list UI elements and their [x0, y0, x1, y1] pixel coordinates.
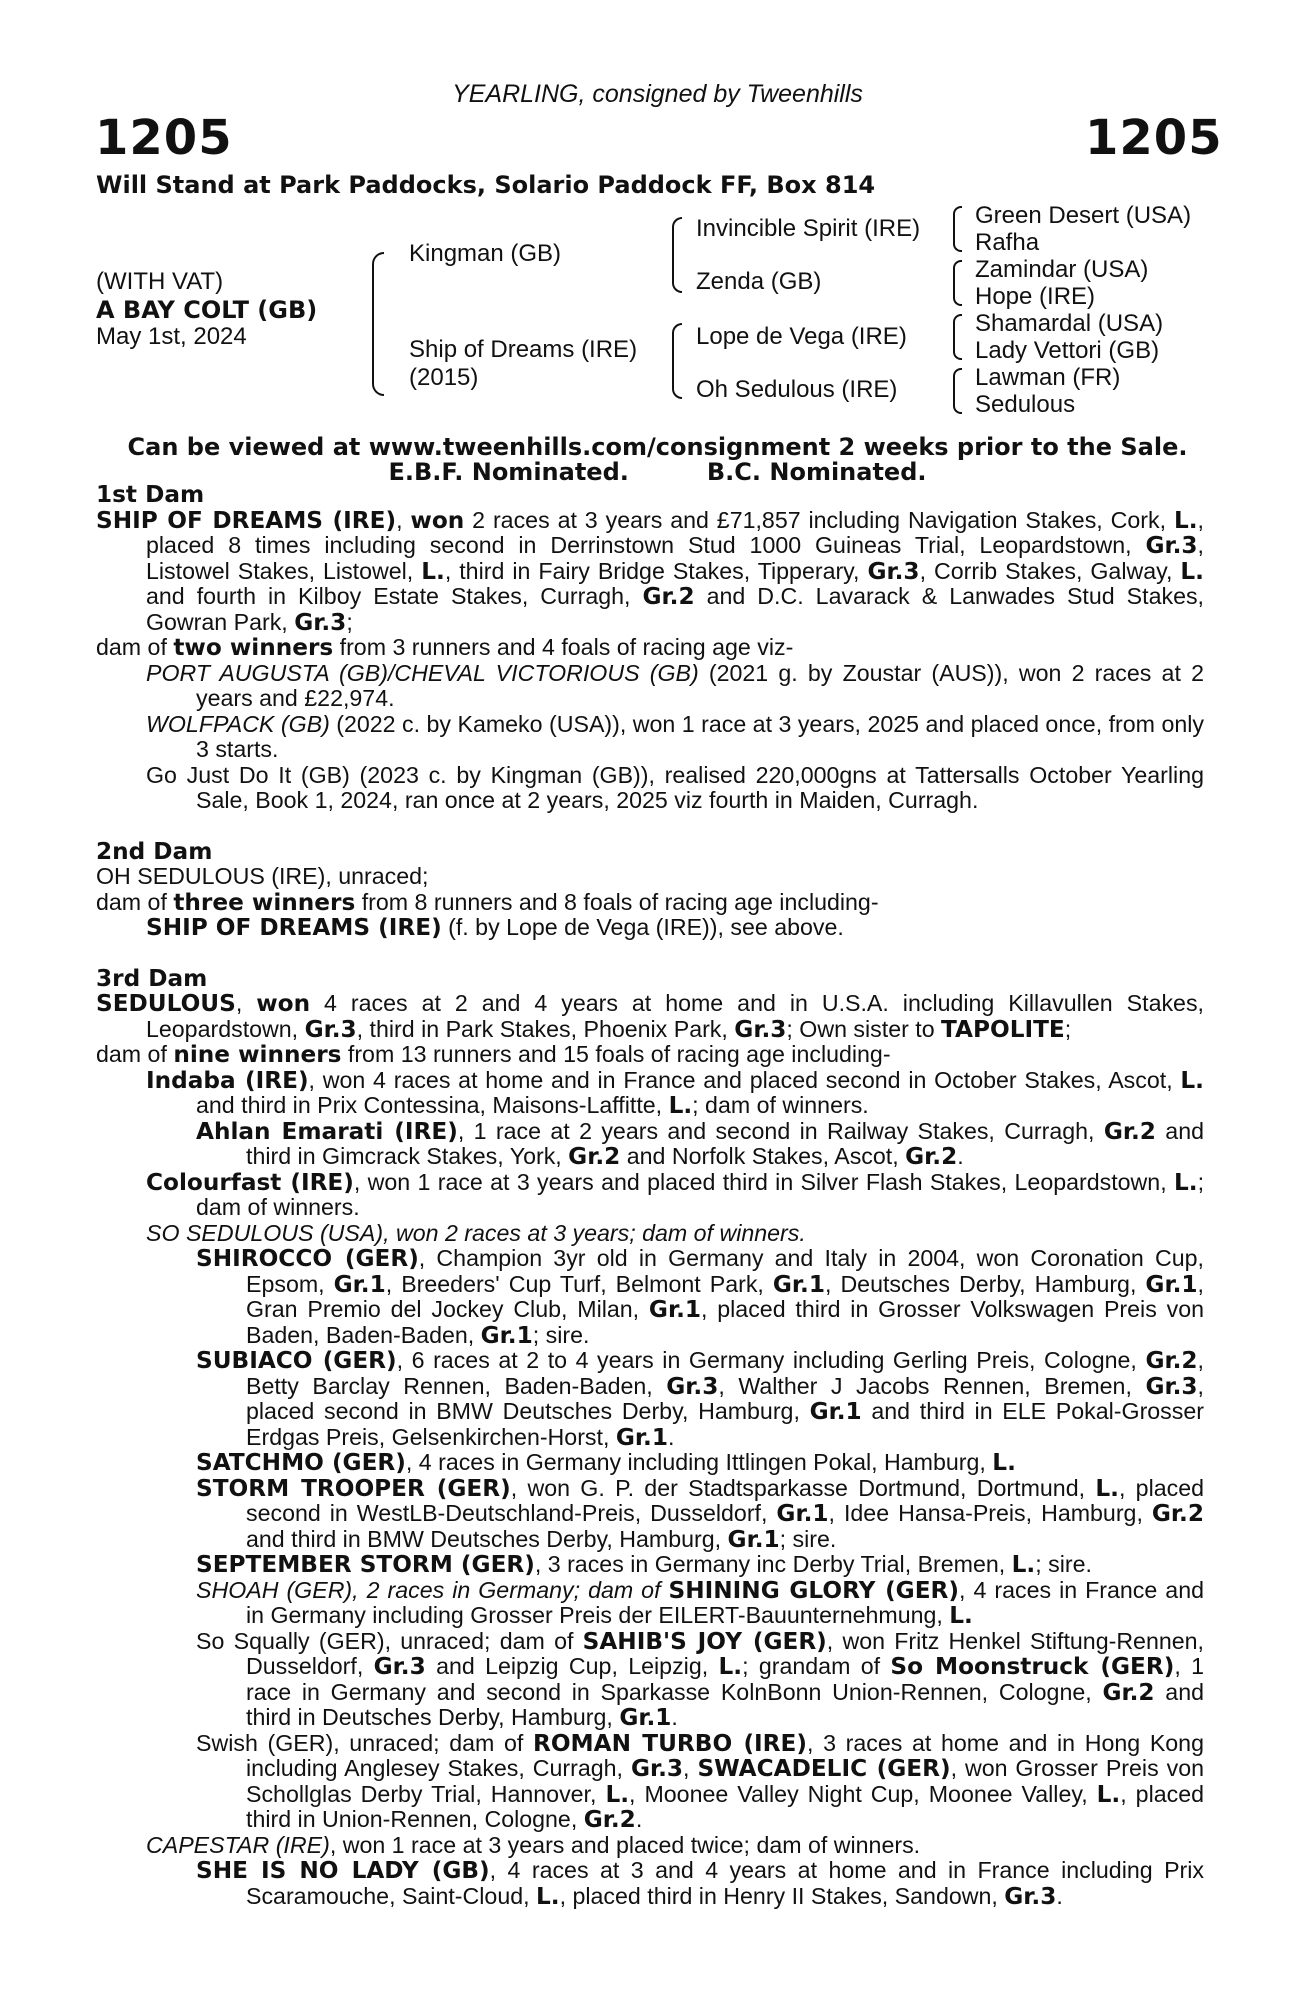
foaling-date: May 1st, 2024 [96, 323, 247, 350]
produce-storm-trooper: STORM TROOPER (GER), won G. P. der Stadtsparkasse Dortmund, Dortmund, L., placed second in WestLB-Deutschland-Preis, Dusseldorf, Gr.1, Idee Hansa-Preis, Hamburg, Gr.2 and third in BMW Deutsches Derby, Hamburg, Gr.1; sire. [196, 1474, 1205, 1553]
grand-2: Rafha [975, 229, 1040, 256]
produce-september-storm: SEPTEMBER STORM (GER), 3 races in Germany inc Derby Trial, Bremen, L.; sire. [196, 1551, 1092, 1578]
viewing-note: Can be viewed at www.tweenhills.com/consignment 2 weeks prior to the Sale. [127, 433, 1188, 461]
sire-dam: Zenda (GB) [696, 268, 822, 295]
stand-location: Will Stand at Park Paddocks, Solario Paddock FF, Box 814 [96, 171, 876, 199]
produce-she-is-no-lady: SHE IS NO LADY (GB), 4 races at 3 and 4 years at home and in France including Prix Scaramouche, Saint-Cloud, L., placed third in Henry II Stakes, Sandown, Gr.3. [196, 1857, 1205, 1910]
produce-colourfast: Colourfast (IRE), won 1 race at 3 years and placed third in Silver Flash Stakes, Leopardstown, L.; dam of winners. [146, 1168, 1205, 1220]
dam-year: (2015) [409, 364, 479, 391]
consignment-line: YEARLING, consigned by Tweenhills [452, 80, 863, 108]
produce-satchmo: SATCHMO (GER), 4 races in Germany including Ittlingen Pokal, Hamburg, L. [196, 1449, 1016, 1476]
produce-shoah: SHOAH (GER), 2 races in Germany; dam of SHINING GLORY (GER), 4 races in France and in Germany including Grosser Preis der EILERT-Bauunternehmung, L. [196, 1576, 1204, 1629]
third-dam-heading: 3rd Dam [96, 964, 208, 992]
lot-number-left: 1205 [95, 110, 233, 166]
dam-sire: Lope de Vega (IRE) [696, 323, 907, 350]
produce-ahlan-emarati: Ahlan Emarati (IRE), 1 race at 2 years and second in Railway Stakes, Curragh, Gr.2 and third in Gimcrack Stakes, York, Gr.2 and Norfolk Stakes, Ascot, Gr.2. [196, 1117, 1204, 1170]
ebf-nomination: E.B.F. Nominated. [388, 458, 629, 486]
grand-3: Zamindar (USA) [975, 256, 1149, 283]
first-dam-heading: 1st Dam [96, 481, 205, 508]
pedigree-bracket-g1 [953, 206, 962, 252]
lot-number-right: 1205 [1085, 110, 1223, 166]
first-dam-produce-summary: dam of two winners from 3 runners and 4 foals of racing age viz- [96, 634, 794, 661]
horse-name: A BAY COLT (GB) [96, 296, 318, 324]
grand-4: Hope (IRE) [975, 283, 1096, 310]
produce-so-squally: So Squally (GER), unraced; dam of SAHIB'S JOY (GER), won Fritz Henkel Stiftung-Rennen, Dusseldorf, Gr.3 and Leipzig Cup, Leipzig, L.; grandam of So Moonstruck (GER), 1 race in Germany and second in Sparkasse KolnBonn Union-Rennen, Cologne, Gr.2 and third in Deutsches Derby, Hamburg, Gr.1. [196, 1627, 1205, 1731]
produce-capestar: CAPESTAR (IRE), won 1 race at 3 years and placed twice; dam of winners. [146, 1831, 921, 1858]
pedigree-bracket-g2 [953, 260, 962, 306]
produce-shirocco: SHIROCCO (GER), Champion 3yr old in Germany and Italy in 2004, won Coronation Cup, Epsom, Gr.1, Breeders' Cup Turf, Belmont Park, Gr.1, Deutsches Derby, Hamburg, Gr.1, Gran Premio del Jockey Club, Milan, Gr.1, placed third in Grosser Volkswagen Preis von Baden, Baden-Baden, Gr.1; sire. [196, 1245, 1205, 1349]
grand-8: Sedulous [975, 391, 1076, 418]
produce-go-just-do-it: Go Just Do It (GB) (2023 c. by Kingman (GB)), realised 220,000gns at Tattersalls October Yearling Sale, Book 1, 2024, ran once at 2 years, 2025 viz fourth in Maiden, Curragh. [146, 761, 1204, 813]
pedigree-bracket-sire [672, 217, 682, 293]
pedigree-bracket-g3 [953, 314, 962, 360]
pedigree-bracket-dam [672, 323, 682, 399]
produce-port-augusta: PORT AUGUSTA (GB)/CHEVAL VICTORIOUS (GB) (2021 g. by Zoustar (AUS)), won 2 races at 2 years and £22,974. [146, 659, 1204, 711]
produce-wolfpack: WOLFPACK (GB) (2022 c. by Kameko (USA)), won 1 race at 3 years, 2025 and placed once, from only 3 starts. [146, 710, 1204, 762]
third-dam-produce-summary: dam of nine winners from 13 runners and 15 foals of racing age including- [96, 1041, 891, 1068]
sire-sire: Invincible Spirit (IRE) [696, 215, 921, 242]
second-dam-produce-summary: dam of three winners from 8 runners and 8 foals of racing age including- [96, 888, 879, 916]
vat-label: (WITH VAT) [96, 268, 224, 295]
sire: Kingman (GB) [409, 240, 562, 267]
dam-name: Ship of Dreams (IRE) [409, 336, 638, 363]
first-dam-section [96, 482, 1204, 1909]
pedigree-bracket-g4 [953, 368, 962, 414]
second-dam-record: OH SEDULOUS (IRE), unraced; [96, 863, 429, 889]
produce-indaba: Indaba (IRE), won 4 races at home and in France and placed second in October Stakes, Ascot, L. and third in Prix Contessina, Maisons-Laffitte, L.; dam of winners. [146, 1066, 1204, 1119]
produce-ship-of-dreams: SHIP OF DREAMS (IRE) (f. by Lope de Vega (IRE)), see above. [146, 914, 844, 941]
grand-5: Shamardal (USA) [975, 310, 1164, 337]
bc-nomination: B.C. Nominated. [706, 458, 927, 486]
grand-7: Lawman (FR) [975, 364, 1121, 391]
produce-subiaco: SUBIACO (GER), 6 races at 2 to 4 years in Germany including Gerling Preis, Cologne, Gr.2, Betty Barclay Rennen, Baden-Baden, Gr.3, Walther J Jacobs Rennen, Bremen, Gr.3, placed second in BMW Deutsches Derby, Hamburg, Gr.1 and third in ELE Pokal-Grosser Erdgas Preis, Gelsenkirchen-Horst, Gr.1. [196, 1347, 1204, 1451]
grand-6: Lady Vettori (GB) [975, 337, 1160, 364]
grand-1: Green Desert (USA) [975, 202, 1192, 229]
produce-so-sedulous: SO SEDULOUS (USA), won 2 races at 3 years; dam of winners. [146, 1219, 806, 1246]
dam-dam: Oh Sedulous (IRE) [696, 376, 898, 403]
pedigree-bracket-parents [372, 252, 384, 396]
second-dam-heading: 2nd Dam [96, 837, 213, 865]
first-dam-record: SHIP OF DREAMS (IRE), won 2 races at 3 years and £71,857 including Navigation Stakes, Cork, L., placed 8 times including second in Derrinstown Stud 1000 Guineas Trial, Leopardstown, Gr.3, Listowel Stakes, Listowel, L., third in Fairy Bridge Stakes, Tipperary, Gr.3, Corrib Stakes, Galway, L. and fourth in Kilboy Estate Stakes, Curragh, Gr.2 and D.C. Lavarack & Lanwades Stud Stakes, Gowran Park, Gr.3; [96, 506, 1204, 636]
produce-swish: Swish (GER), unraced; dam of ROMAN TURBO (IRE), 3 races at home and in Hong Kong including Anglesey Stakes, Curragh, Gr.3, SWACADELIC (GER), won Grosser Preis von Schollglas Derby Trial, Hannover, L., Moonee Valley Night Cup, Moonee Valley, L., placed third in Union-Rennen, Cologne, Gr.2. [196, 1729, 1205, 1833]
third-dam-record: SEDULOUS, won 4 races at 2 and 4 years at home and in U.S.A. including Killavullen Stakes, Leopardstown, Gr.3, third in Park Stakes, Phoenix Park, Gr.3; Own sister to TAPOLITE; [96, 990, 1204, 1043]
first-dam-name: SHIP OF DREAMS (IRE) [96, 506, 397, 534]
